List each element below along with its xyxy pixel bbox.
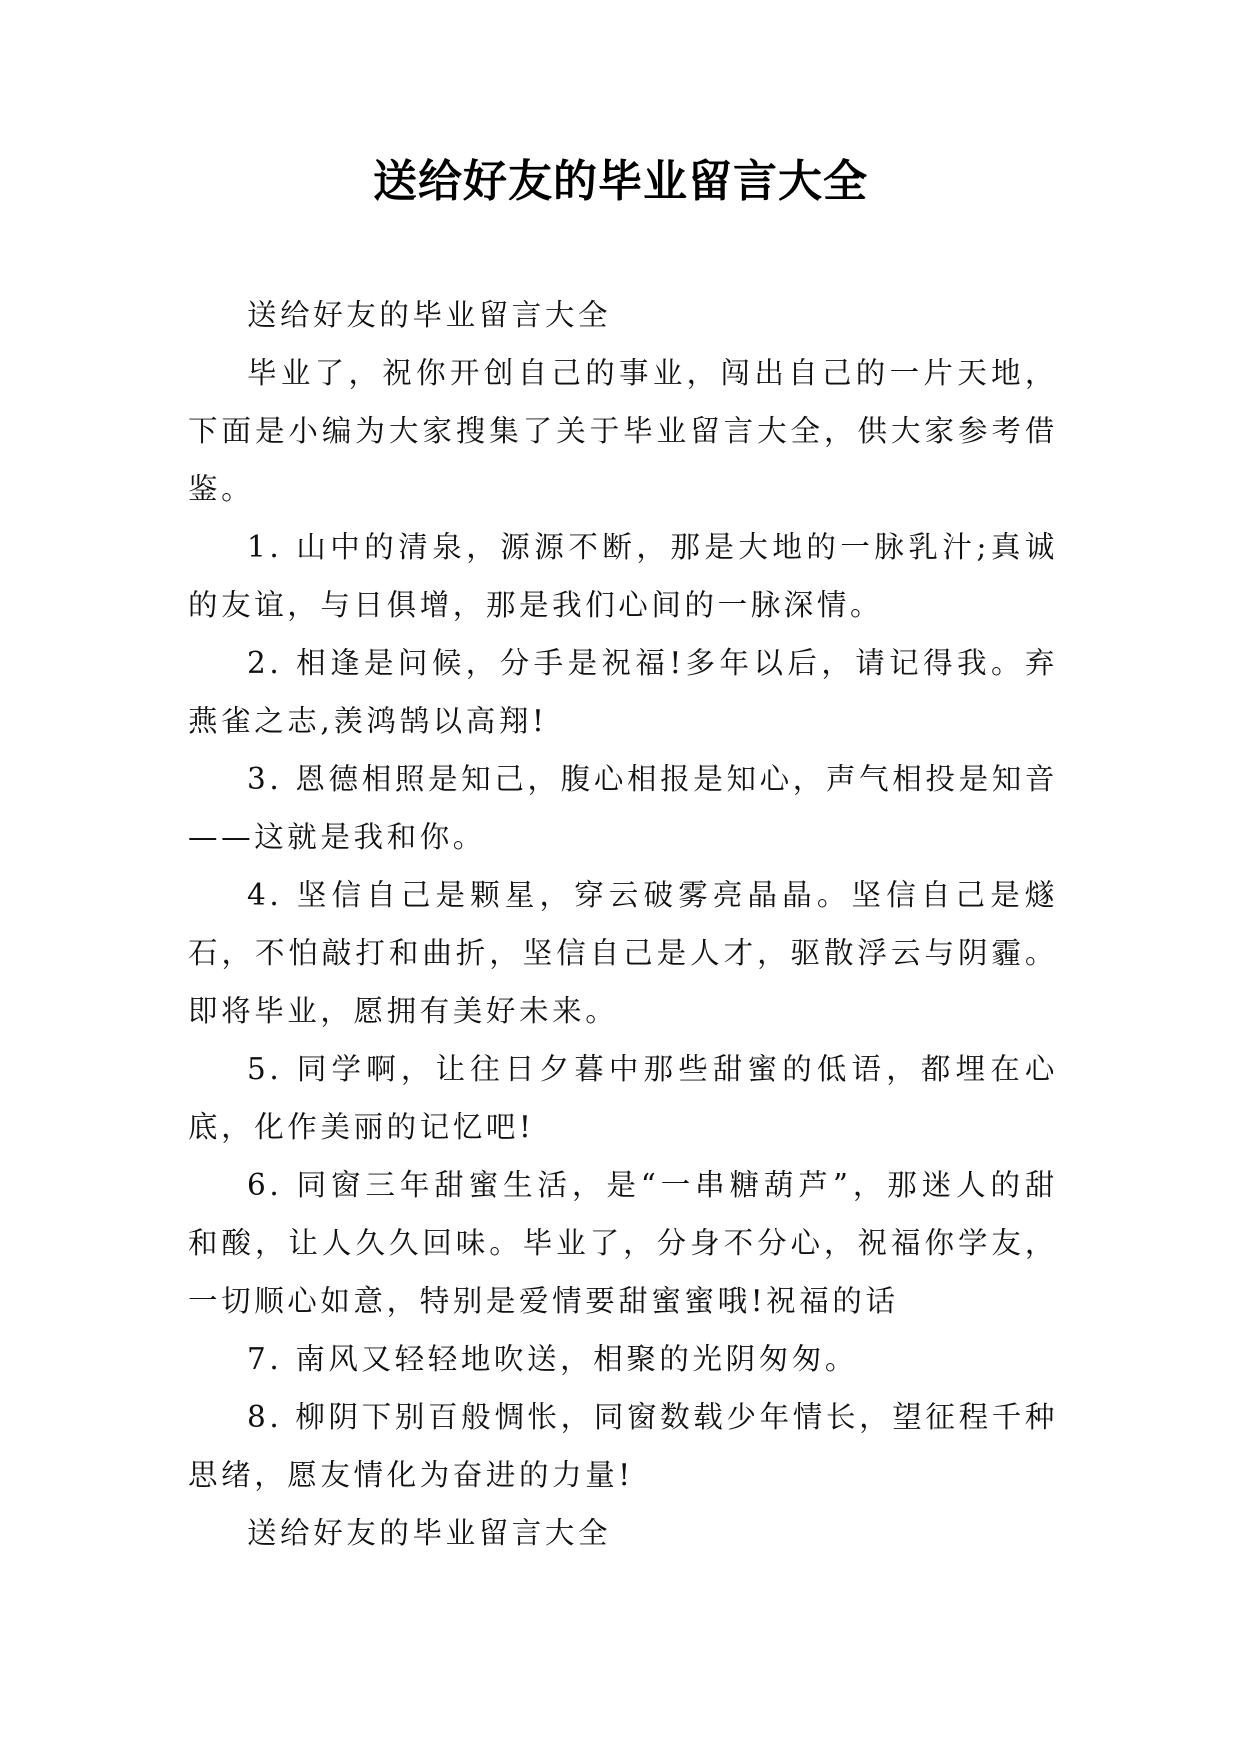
list-item: 5. 同学啊，让往日夕暮中那些甜蜜的低语，都埋在心底，化作美丽的记忆吧! — [188, 1052, 1058, 1144]
list-item: 6. 同窗三年甜蜜生活，是“一串糖葫芦”，那迷人的甜和酸，让人久久回味。毕业了，分身不分心，祝福你学友，一切顺心如意，特别是爱情要甜蜜蜜哦!祝福的话 — [188, 1168, 1058, 1318]
paragraph-closing: 送给好友的毕业留言大全 — [247, 1516, 612, 1550]
paragraph-intro: 毕业了，祝你开创自己的事业，闯出自己的一片天地，下面是小编为大家搜集了关于毕业留言大全，供大家参考借鉴。 — [188, 356, 1058, 506]
list-item: 4. 坚信自己是颗星，穿云破雾亮晶晶。坚信自己是燧石，不怕敲打和曲折，坚信自己是人才，驱散浮云与阴霾。即将毕业，愿拥有美好未来。 — [188, 878, 1058, 1028]
document-body — [188, 286, 1058, 1562]
list-item: 8. 柳阴下别百般惆怅，同窗数载少年情长，望征程千种思绪，愿友情化为奋进的力量! — [188, 1400, 1058, 1492]
list-item: 7. 南风又轻轻地吹送，相聚的光阴匆匆。 — [247, 1342, 859, 1376]
list-item: 2. 相逢是问候，分手是祝福!多年以后，请记得我。弃燕雀之志,羡鸿鹄以高翔! — [188, 646, 1058, 738]
list-item: 1. 山中的清泉，源源不断，那是大地的一脉乳汁;真诚的友谊，与日俱增，那是我们心间的一脉深情。 — [188, 530, 1058, 622]
paragraph-heading-repeat: 送给好友的毕业留言大全 — [247, 298, 612, 332]
list-item: 3. 恩德相照是知己，腹心相报是知心，声气相投是知音——这就是我和你。 — [188, 762, 1058, 854]
page-title: 送给好友的毕业留言大全 — [373, 156, 868, 207]
